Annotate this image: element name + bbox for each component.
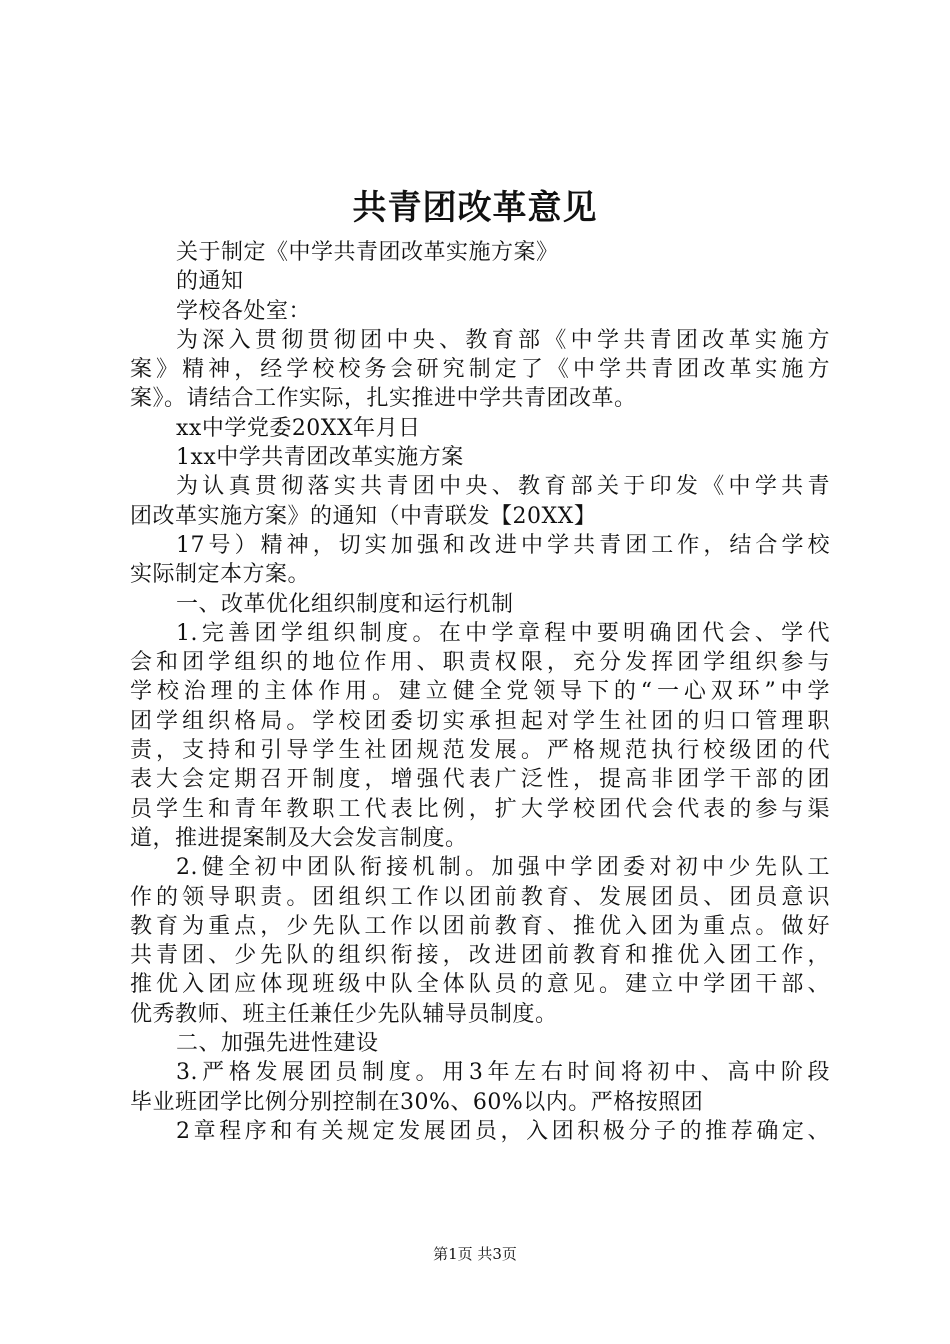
text-line: 二、加强先进性建设: [176, 1031, 379, 1057]
text-line: xx中学党委20XX年月日: [176, 415, 421, 441]
text-line: 道，推进提案制及大会发言制度。: [130, 825, 468, 851]
text-line: 表大会定期召开制度，增强代表广泛性，提高非团学干部的团: [130, 767, 830, 793]
page-footer: 第1页 共3页: [433, 1245, 517, 1263]
text-line: 团学组织格局。学校团委切实承担起对学生社团的归口管理职: [130, 708, 830, 734]
text-line: 会和团学组织的地位作用、职责权限，充分发挥团学组织参与: [130, 650, 830, 676]
text-line: 2.健全初中团队衔接机制。加强中学团委对初中少先队工: [176, 855, 830, 881]
text-line: 学校治理的主体作用。建立健全党领导下的“一心双环”中学: [130, 679, 830, 705]
text-line: 员学生和青年教职工代表比例，扩大学校团代会代表的参与渠: [130, 796, 830, 822]
text-line: 2章程序和有关规定发展团员，入团积极分子的推荐确定、: [176, 1118, 830, 1144]
text-line: 3.严格发展团员制度。用3年左右时间将初中、高中阶段: [176, 1060, 830, 1086]
text-line: 学校各处室：: [176, 298, 312, 324]
text-line: 教育为重点，少先队工作以团前教育、推优入团为重点。做好: [130, 913, 830, 939]
text-line: 共青团、少先队的组织衔接，改进团前教育和推优入团工作，: [130, 943, 830, 969]
document-title: 共青团改革意见: [352, 188, 598, 228]
text-line: 优秀教师、班主任兼任少先队辅导员制度。: [130, 1001, 558, 1027]
text-line: 1.完善团学组织制度。在中学章程中要明确团代会、学代: [176, 620, 830, 646]
text-line: 团改革实施方案》的通知（中青联发【20XX】: [130, 503, 597, 529]
text-line: 案》。请结合工作实际，扎实推进中学共青团改革。: [130, 386, 637, 412]
document-body: [130, 238, 830, 1146]
text-line: 一、改革优化组织制度和运行机制: [176, 591, 514, 617]
text-line: 责，支持和引导学生社团规范发展。严格规范执行校级团的代: [130, 738, 830, 764]
text-line: 实际制定本方案。: [130, 562, 311, 588]
text-line: 案》精神，经学校校务会研究制定了《中学共青团改革实施方: [130, 357, 830, 383]
text-line: 作的领导职责。团组织工作以团前教育、发展团员、团员意识: [130, 884, 830, 910]
text-line: 1xx中学共青团改革实施方案: [176, 445, 464, 471]
text-line: 为深入贯彻贯彻团中央、教育部《中学共青团改革实施方: [176, 327, 830, 353]
text-line: 的通知: [176, 269, 244, 295]
text-line: 17号）精神，切实加强和改进中学共青团工作，结合学校: [176, 532, 830, 558]
text-line: 为认真贯彻落实共青团中央、教育部关于印发《中学共青: [176, 474, 830, 500]
text-line: 毕业班团学比例分别控制在30%、60%以内。严格按照团: [130, 1089, 704, 1115]
text-line: 关于制定《中学共青团改革实施方案》: [176, 240, 559, 265]
text-line: 推优入团应体现班级中队全体队员的意见。建立中学团干部、: [130, 972, 830, 998]
